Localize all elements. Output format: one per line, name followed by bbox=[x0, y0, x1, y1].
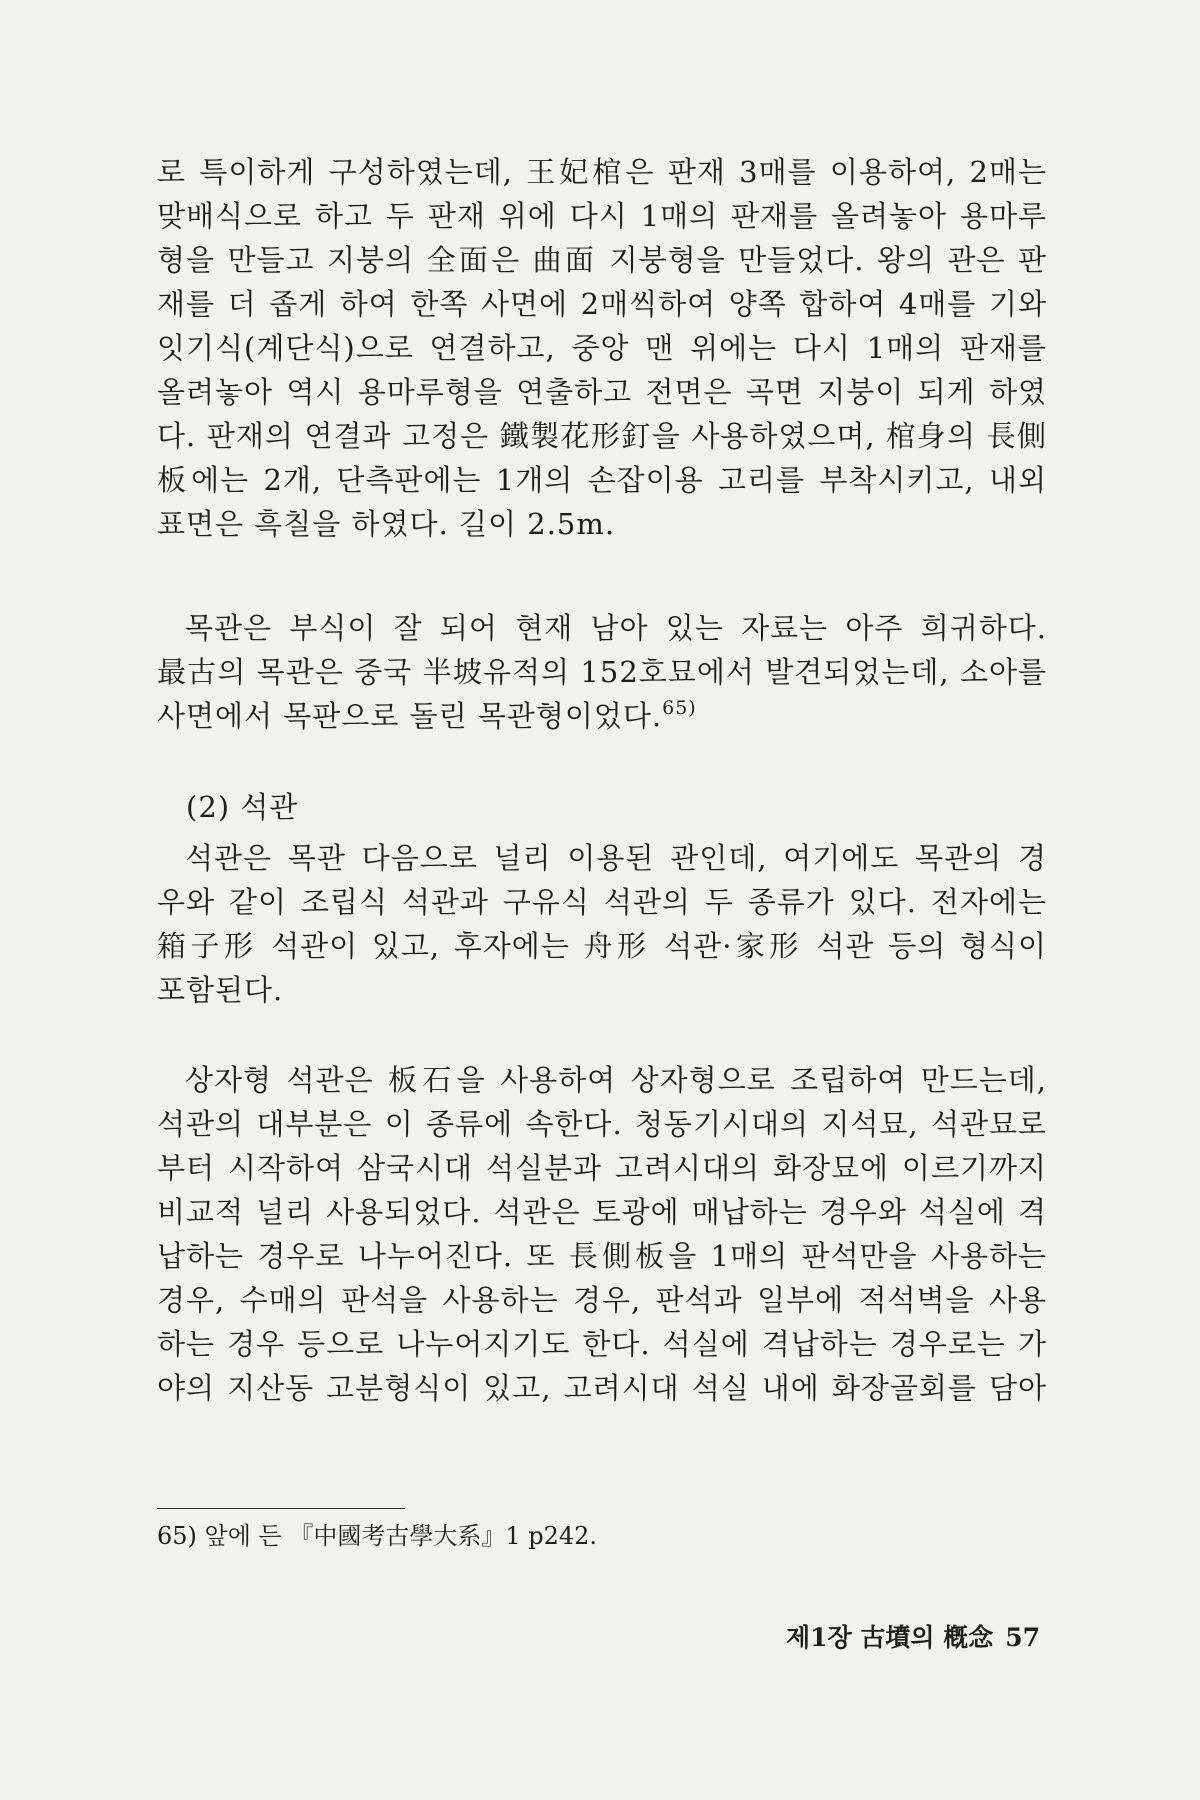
text-line: 포함된다. bbox=[157, 973, 284, 1007]
text-line: 우와 같이 조립식 석관과 구유식 석관의 두 종류가 있다. 전자에는 bbox=[157, 885, 1047, 919]
footnote-divider bbox=[157, 1508, 405, 1509]
chapter-title: 제1장 古墳의 槪念 bbox=[785, 1623, 994, 1652]
text-line: 로 특이하게 구성하였는데, 王妃棺은 판재 3매를 이용하여, 2매는 bbox=[157, 155, 1047, 189]
text-line: 하는 경우 등으로 나누어지기도 한다. 석실에 격납하는 경우로는 가 bbox=[157, 1327, 1047, 1361]
text-line: 부터 시작하여 삼국시대 석실분과 고려시대의 화장묘에 이르기까지 bbox=[157, 1151, 1047, 1185]
section-heading: (2) 석관 bbox=[186, 790, 299, 824]
paragraph bbox=[157, 150, 1047, 546]
text-line: 잇기식(계단식)으로 연결하고, 중앙 맨 위에는 다시 1매의 판재를 bbox=[157, 331, 1047, 365]
paragraph bbox=[157, 836, 1047, 1012]
text-line: 맞배식으로 하고 두 판재 위에 다시 1매의 판재를 올려놓아 용마루 bbox=[157, 199, 1047, 233]
text-line: 箱子形 석관이 있고, 후자에는 舟形 석관·家形 석관 등의 형식이 bbox=[157, 929, 1047, 963]
text-line: 올려놓아 역시 용마루형을 연출하고 전면은 곡면 지붕이 되게 하였 bbox=[157, 375, 1047, 409]
text-line: 납하는 경우로 나누어진다. 또 長側板을 1매의 판석만을 사용하는 bbox=[157, 1239, 1047, 1273]
text-line: 상자형 석관은 板石을 사용하여 상자형으로 조립하여 만드는데, bbox=[185, 1063, 1047, 1097]
text-line: 형을 만들고 지붕의 全面은 曲面 지붕형을 만들었다. 왕의 관은 판 bbox=[157, 243, 1047, 277]
text-line: 경우, 수매의 판석을 사용하는 경우, 판석과 일부에 적석벽을 사용 bbox=[157, 1283, 1047, 1317]
text-line: 목관은 부식이 잘 되어 현재 남아 있는 자료는 아주 희귀하다. bbox=[185, 611, 1047, 645]
text-line: 비교적 널리 사용되었다. 석관은 토광에 매납하는 경우와 석실에 격 bbox=[157, 1195, 1047, 1229]
text-line: 다. 판재의 연결과 고정은 鐵製花形釘을 사용하였으며, 棺身의 長側 bbox=[157, 419, 1047, 453]
text-line: 석관은 목관 다음으로 널리 이용된 관인데, 여기에도 목관의 경 bbox=[185, 841, 1047, 875]
footnote: 65) 앞에 든 『中國考古學大系』1 p242. bbox=[157, 1522, 598, 1550]
text-line: 야의 지산동 고분형식이 있고, 고려시대 석실 내에 화장골회를 담아 bbox=[157, 1371, 1047, 1405]
text-line bbox=[157, 694, 1047, 738]
footnote-reference[interactable]: 65) bbox=[662, 697, 697, 719]
text-line-content: 사면에서 목판으로 돌린 목관형이었다. bbox=[157, 699, 663, 733]
text-line: 最古의 목관은 중국 半坡유적의 152호묘에서 발견되었는데, 소아를 bbox=[157, 655, 1047, 689]
page-number: 57 bbox=[1005, 1623, 1040, 1652]
text-line: 재를 더 좁게 하여 한쪽 사면에 2매씩하여 양쪽 합하여 4매를 기와 bbox=[157, 287, 1047, 321]
paragraph bbox=[157, 1058, 1047, 1410]
text-line: 표면은 흑칠을 하였다. 길이 2.5m. bbox=[157, 507, 616, 541]
paragraph bbox=[157, 606, 1047, 738]
text-line: 板에는 2개, 단측판에는 1개의 손잡이용 고리를 부착시키고, 내외 bbox=[157, 463, 1047, 497]
text-line: 석관의 대부분은 이 종류에 속한다. 청동기시대의 지석묘, 석관묘로 bbox=[157, 1107, 1047, 1141]
running-footer bbox=[786, 1620, 1040, 1656]
